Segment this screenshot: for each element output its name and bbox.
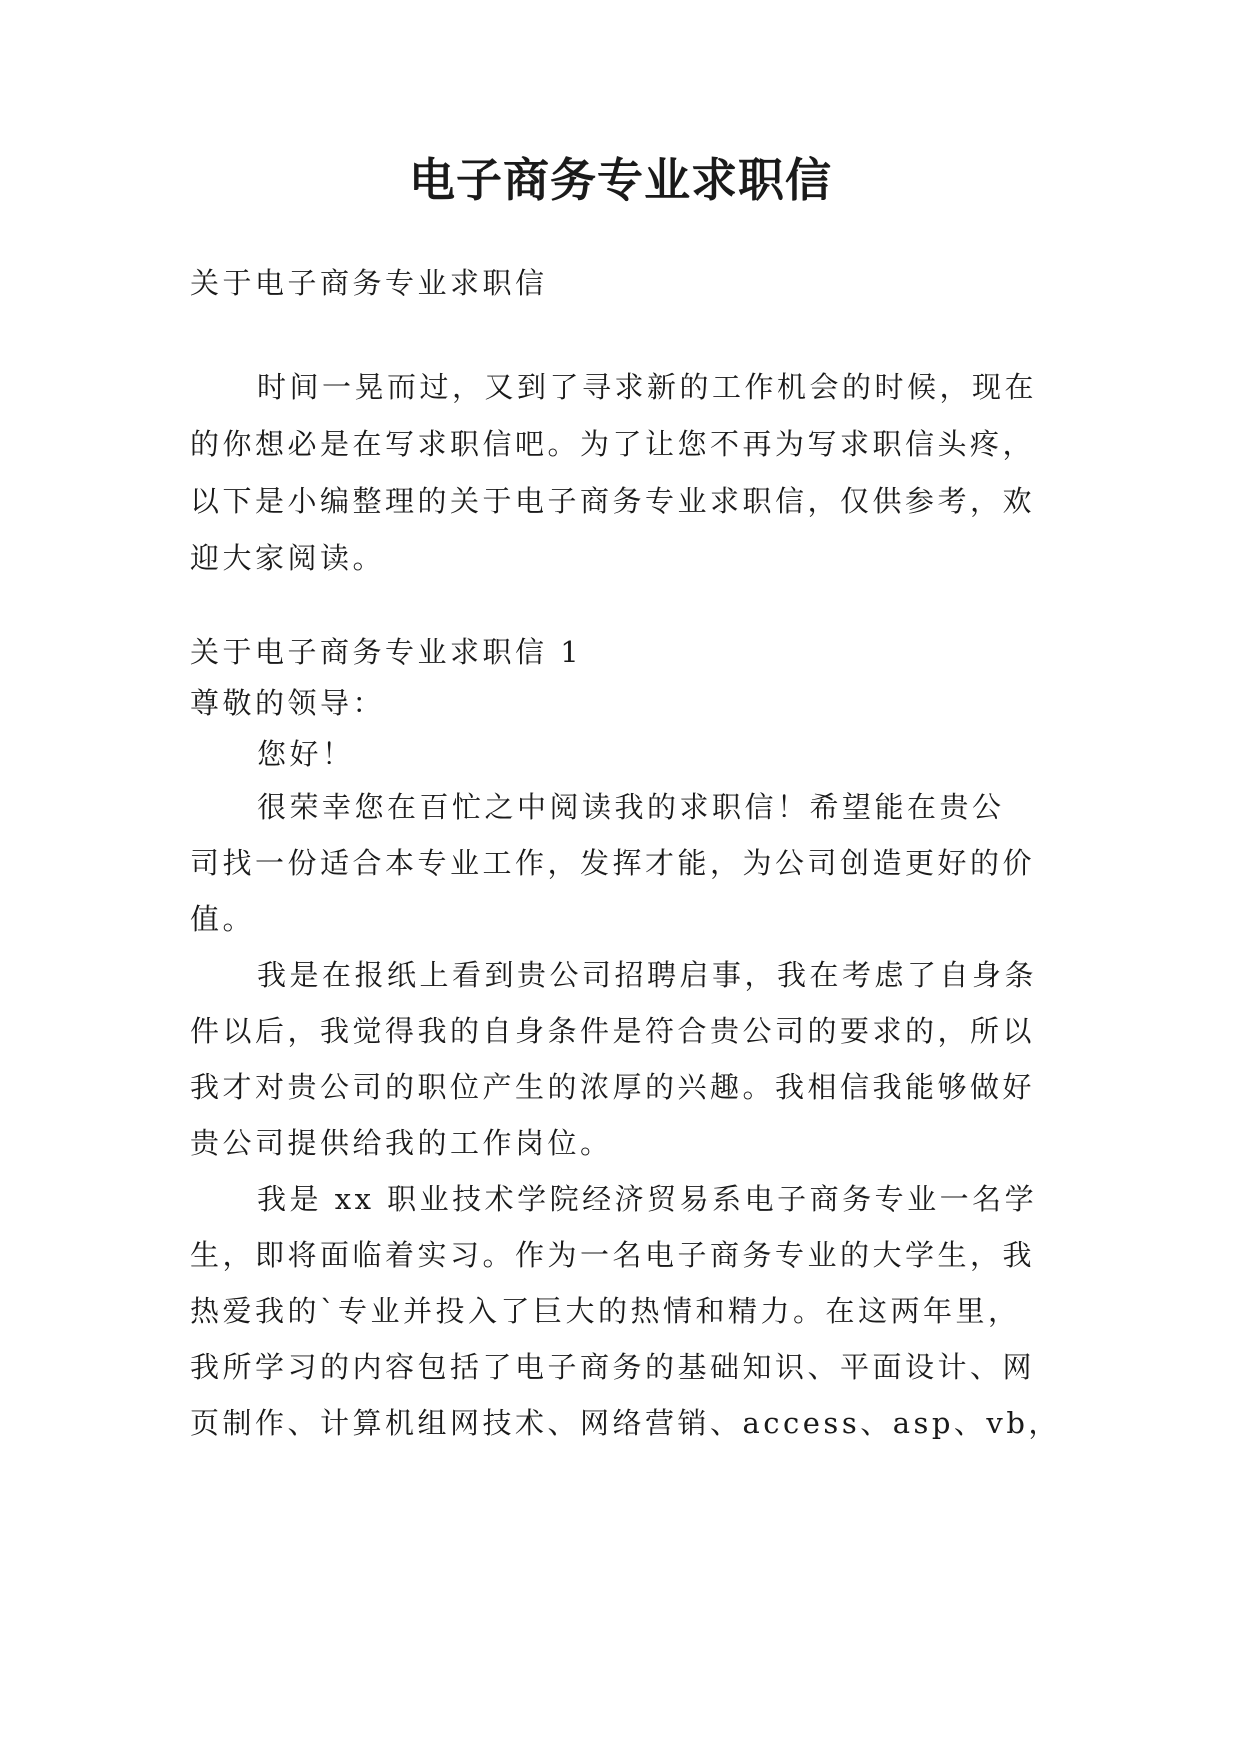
paragraph-line: 我所学习的内容包括了电子商务的基础知识、平面设计、网 <box>190 1350 1036 1384</box>
paragraph-line: 时间一晃而过，又到了寻求新的工作机会的时候，现在 <box>257 370 1038 404</box>
document-title: 电子商务专业求职信 <box>409 153 832 207</box>
paragraph-line: 我是 xx 职业技术学院经济贸易系电子商务专业一名学 <box>257 1182 1038 1216</box>
paragraph-line: 生，即将面临着实习。作为一名电子商务专业的大学生，我 <box>190 1238 1036 1272</box>
paragraph-line: 迎大家阅读。 <box>190 541 386 575</box>
paragraph-line: 我是在报纸上看到贵公司招聘启事，我在考虑了自身条 <box>257 958 1038 992</box>
salutation: 尊敬的领导： <box>190 686 386 720</box>
paragraph-line: 很荣幸您在百忙之中阅读我的求职信！希望能在贵公 <box>257 790 1005 824</box>
paragraph-line: 的你想必是在写求职信吧。为了让您不再为写求职信头疼， <box>190 427 1036 461</box>
paragraph-line: 值。 <box>190 902 256 936</box>
section-heading: 关于电子商务专业求职信 1 <box>190 635 583 669</box>
document-subtitle: 关于电子商务专业求职信 <box>190 266 548 300</box>
paragraph-line: 贵公司提供给我的工作岗位。 <box>190 1126 613 1160</box>
paragraph-line: 热爱我的`专业并投入了巨大的热情和精力。在这两年里， <box>190 1294 1021 1328</box>
paragraph-line: 我才对贵公司的职位产生的浓厚的兴趣。我相信我能够做好 <box>190 1070 1036 1104</box>
paragraph-line: 司找一份适合本专业工作，发挥才能，为公司创造更好的价 <box>190 846 1036 880</box>
paragraph-line: 页制作、计算机组网技术、网络营销、access、asp、vb， <box>190 1406 1061 1440</box>
paragraph-line: 件以后，我觉得我的自身条件是符合贵公司的要求的，所以 <box>190 1014 1036 1048</box>
paragraph-line: 以下是小编整理的关于电子商务专业求职信，仅供参考，欢 <box>190 484 1036 518</box>
greeting: 您好！ <box>257 737 355 771</box>
